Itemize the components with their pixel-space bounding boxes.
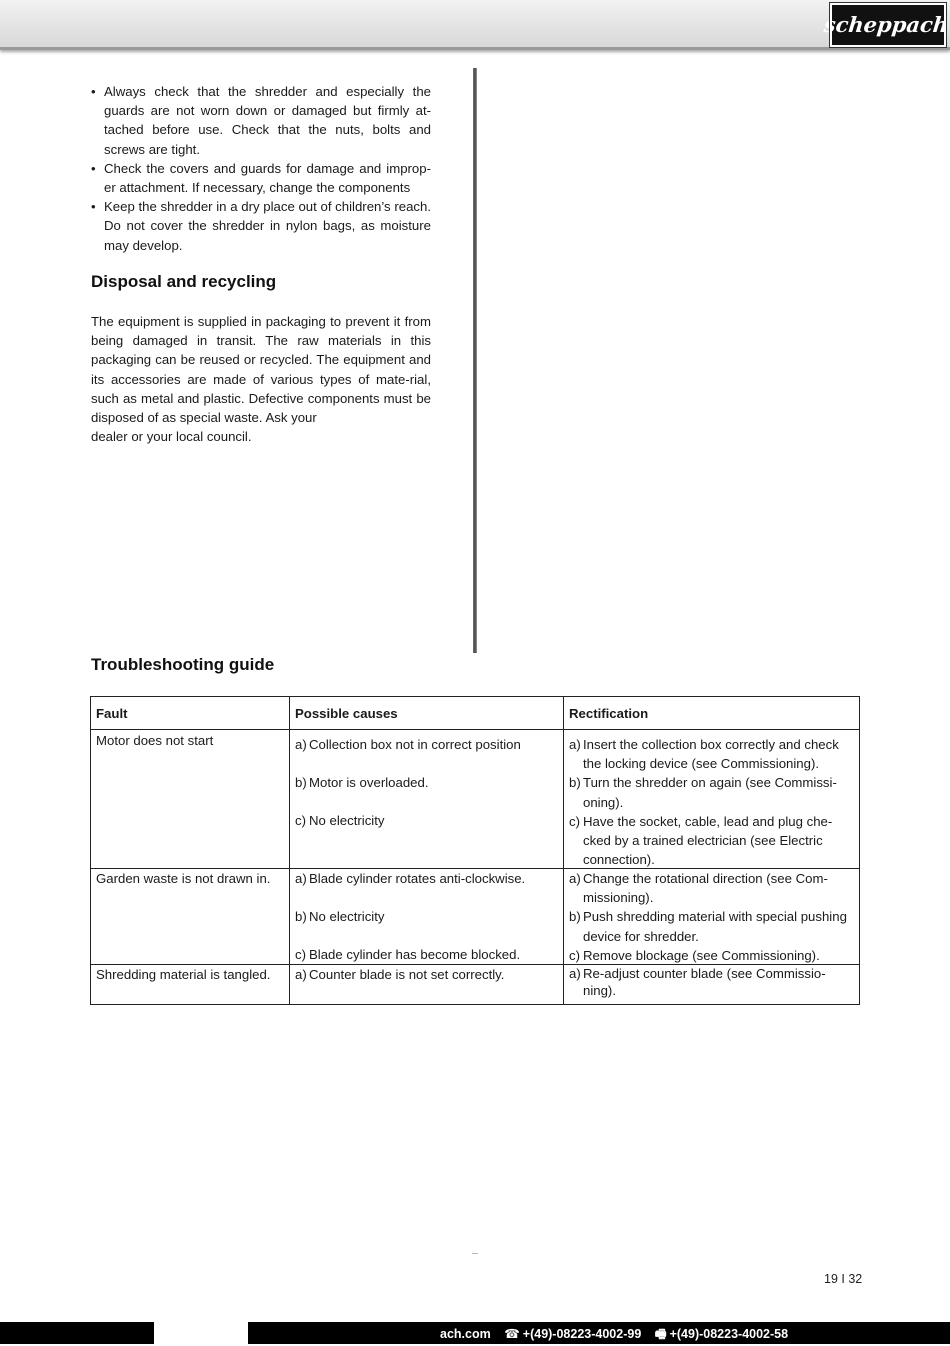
item-label: a) (295, 967, 307, 982)
item-label: a) (295, 871, 307, 886)
item-text: Have the socket, cable, lead and plug che-cked by a trained electrician (see Electric connection). (583, 813, 833, 868)
table-row (91, 729, 859, 868)
rectification-cell (564, 730, 859, 868)
fault-cell: Garden waste is not drawn in. (91, 869, 290, 964)
fix-item (569, 735, 854, 773)
causes-cell (290, 965, 564, 1004)
table-header-row (91, 697, 859, 729)
footer-fax: +(49)-08223-4002-58 (669, 1327, 789, 1341)
rectification-cell (564, 965, 859, 1004)
table-row (91, 964, 859, 1004)
disposal-heading: Disposal and recycling (91, 272, 277, 291)
page-number: 19 I 32 (824, 1272, 863, 1286)
item-label: c) (569, 947, 580, 963)
troubleshooting-heading: Troubleshooting guide (91, 655, 275, 674)
item-label: c) (569, 813, 580, 829)
footer-website[interactable]: ach.com (440, 1327, 491, 1341)
item-label: b) (569, 775, 581, 791)
fix-item (569, 812, 854, 870)
fix-item (569, 907, 854, 945)
item-label: c) (295, 813, 306, 828)
fix-item (569, 773, 854, 811)
bullet-text: Check the covers and guards for damage and improp-er attachment. If necessary, change the components (104, 160, 431, 196)
column-header-rectification: Rectification (569, 706, 649, 721)
fix-item (569, 965, 854, 999)
item-text: Push shredding material with special pushing device for shredder. (583, 909, 847, 944)
column-header-fault: Fault (91, 697, 290, 729)
bullet-dot-icon: • (91, 199, 96, 215)
maintenance-section (91, 82, 431, 255)
troubleshooting-table (90, 696, 860, 1005)
disposal-body-end: dealer or your local council. (91, 429, 252, 445)
item-text: Turn the shredder on again (see Commissi-oning). (583, 775, 837, 810)
item-text: Collection box not in correct position (309, 737, 521, 752)
bullet-item (91, 82, 431, 159)
bullet-text: Always check that the shredder and especially the guards are not worn down or damaged but firmly at-tached before use. Check that the nuts, bolts and screws are tight. (104, 84, 431, 157)
brand-logo-wordmark (822, 6, 950, 44)
column-divider (473, 68, 477, 653)
cause-item (295, 945, 558, 964)
disposal-paragraph (91, 312, 431, 446)
cause-item (295, 735, 558, 773)
bullet-dot-icon: • (91, 160, 96, 176)
bullet-dot-icon: • (91, 84, 96, 99)
item-label: a) (295, 737, 307, 752)
causes-cell (290, 730, 564, 868)
item-label: c) (295, 947, 306, 962)
cause-item (295, 773, 558, 811)
fax-icon: 🖷 (654, 1327, 667, 1341)
item-label: a) (569, 966, 581, 981)
fix-item (569, 946, 854, 965)
brand-logo (822, 3, 950, 47)
cause-item (295, 965, 558, 984)
item-label: b) (295, 909, 307, 924)
bullet-item (91, 159, 431, 197)
footer-gap (154, 1322, 248, 1344)
cause-item (295, 869, 558, 907)
maintenance-bullet-list (91, 82, 431, 255)
item-label: a) (569, 871, 581, 886)
disposal-body: The equipment is supplied in packaging to prevent it from being damaged in transit. The raw materials in this packaging can be reused or recycled. The equipment and its accessories are made of various types of mate-rial, such as metal and plastic. Defective components must be disposed of as special waste. Ask your (91, 314, 431, 426)
decorative-mark (472, 1253, 478, 1254)
item-text: Counter blade is not set correctly. (309, 967, 505, 982)
item-text: No electricity (309, 909, 385, 924)
bullet-text: Keep the shredder in a dry place out of children’s reach. Do not cover the shredder in nylon bags, as moisture may develop. (104, 199, 431, 253)
causes-cell (290, 869, 564, 964)
svg-text:scheppach: scheppach (822, 12, 950, 37)
item-text: Remove blockage (see Commissioning). (583, 947, 820, 963)
item-text: Re-adjust counter blade (see Commissio-ning). (583, 966, 826, 998)
bullet-item (91, 197, 431, 255)
footer-phone[interactable]: +(49)-08223-4002-99 (522, 1327, 642, 1341)
item-text: Change the rotational direction (see Com-missioning). (583, 871, 828, 906)
footer-bar (0, 1322, 950, 1344)
item-text: Insert the collection box correctly and check the locking device (see Commissioning). (583, 737, 839, 772)
fix-item (569, 869, 854, 907)
item-text: Motor is overloaded. (309, 775, 429, 790)
header-band (0, 0, 950, 50)
cause-item (295, 811, 558, 830)
fault-cell: Motor does not start (91, 730, 290, 868)
rectification-cell (564, 869, 859, 964)
item-label: b) (569, 909, 581, 925)
footer-contact (440, 1325, 798, 1346)
item-text: No electricity (309, 813, 385, 828)
phone-icon: ☎ (504, 1327, 520, 1341)
cause-item (295, 907, 558, 945)
item-text: Blade cylinder has become blocked. (309, 947, 521, 962)
item-text: Blade cylinder rotates anti-clockwise. (309, 871, 526, 886)
item-label: a) (569, 737, 581, 752)
fault-cell: Shredding material is tangled. (91, 965, 290, 1004)
column-header-causes: Possible causes (290, 697, 564, 729)
item-label: b) (295, 775, 307, 790)
table-row (91, 868, 859, 964)
